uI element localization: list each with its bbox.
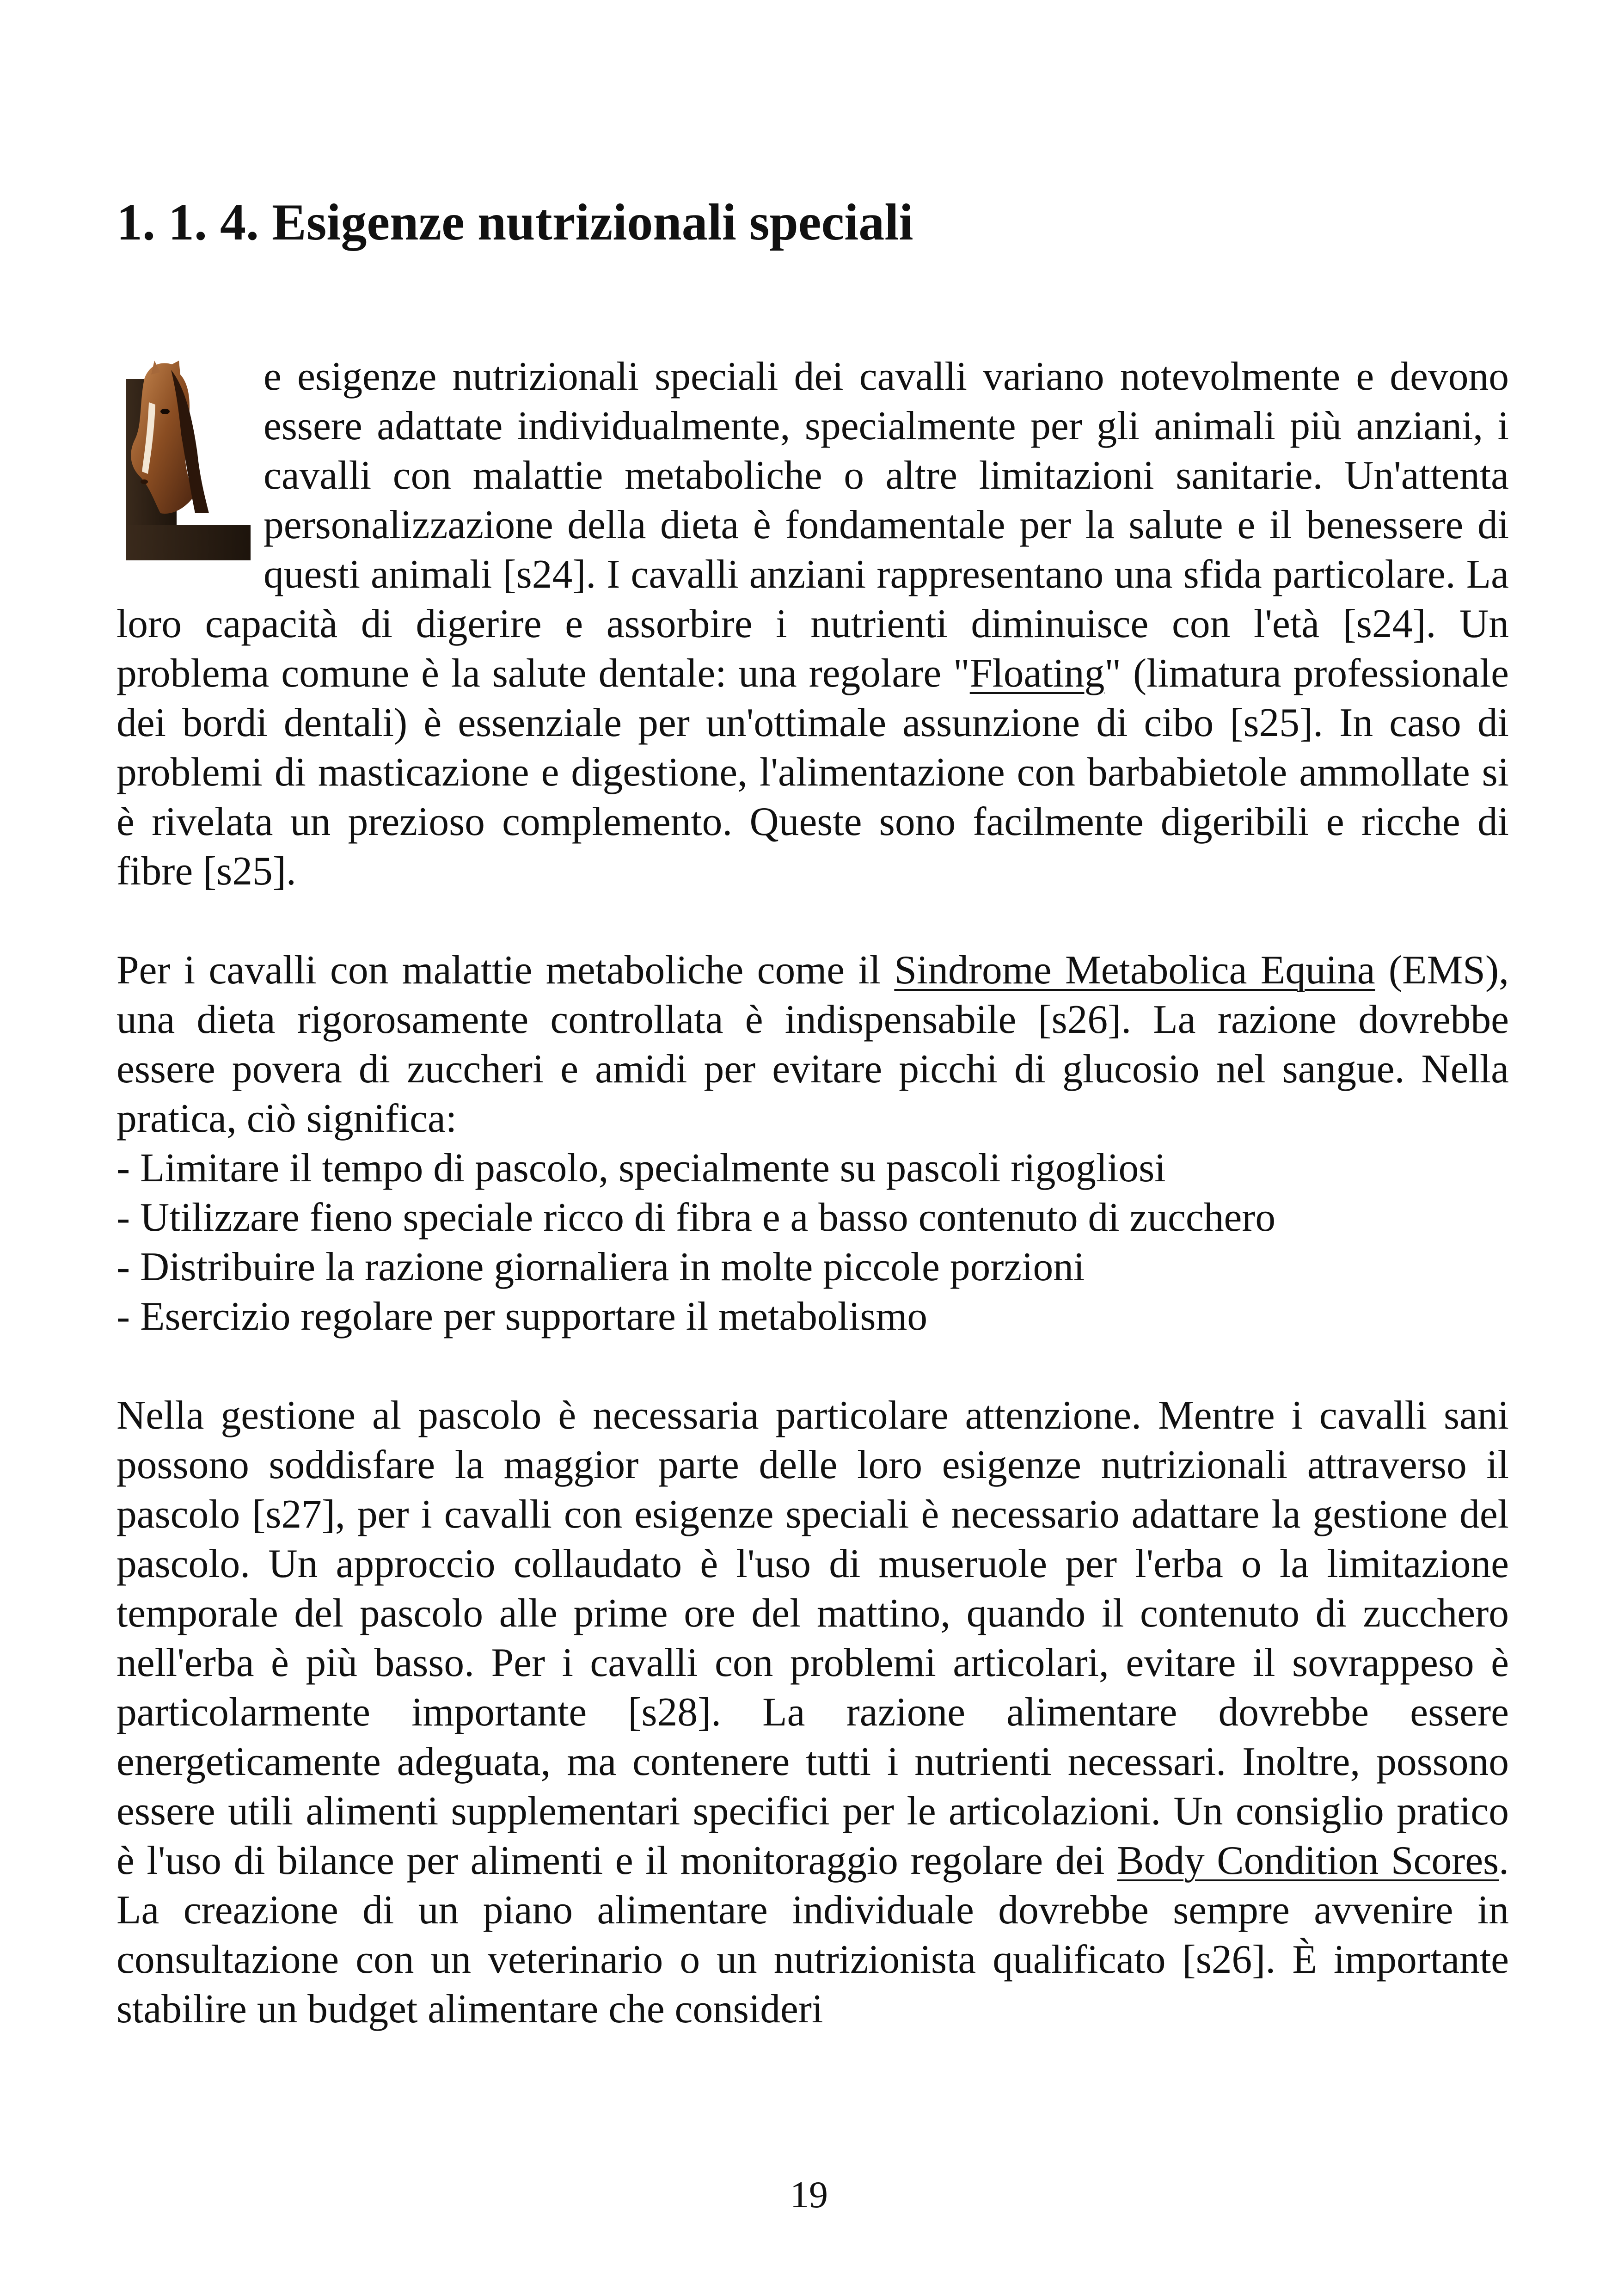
body-text (116, 351, 1509, 2033)
bullet-list (116, 1143, 1509, 1341)
link-floating[interactable]: Floating (969, 651, 1105, 695)
paragraph-intro-text-1: e esigenze nutrizionali speciali dei cavalli variano notevolmente e devono essere adattate individualmente, specialmente per gli animali più anziani, i cavalli con malattie metaboliche o altre limitazioni sanitarie. Un'attenta personalizzazione della dieta è fondamentale per la salute e il benessere di questi animali [s24]. I cavalli anziani rappresentano una sfida particolare. La loro capacità di digerire e assorbire i nutrienti diminuisce con l'età [s24]. Un problema comune è la salute dentale: una regolare " (116, 354, 1509, 695)
link-sindrome-metabolica-equina[interactable]: Sindrome Metabolica Equina (894, 947, 1375, 992)
list-item: - Utilizzare fieno speciale ricco di fibra e a basso contenuto di zucchero (116, 1195, 1276, 1240)
paragraph-pasture-text-2: . La creazione di un piano alimentare individuale dovrebbe sempre avvenire in consultazione con un veterinario o un nutrizionista qualificato [s26]. È importante stabilire un budget alimentare che consideri (116, 1838, 1509, 2031)
paragraph-pasture-text-1: Nella gestione al pascolo è necessaria particolare attenzione. Mentre i cavalli sani possono soddisfare la maggior parte delle loro esigenze nutrizionali attraverso il pascolo [s27], per i cavalli con esigenze speciali è necessario adattare la gestione del pascolo. Un approccio collaudato è l'uso di museruole per l'erba o la limitazione temporale del pascolo alle prime ore del mattino, quando il contenuto di zucchero nell'erba è più basso. Per i cavalli con problemi articolari, evitare il sovrappeso è particolarmente importante [s28]. La razione alimentare dovrebbe essere energeticamente adeguata, ma contenere tutti i nutrienti necessari. Inoltre, possono essere utili alimenti supplementari specifici per le articolazioni. Un consiglio pratico è l'uso di bilance per alimenti e il monitoraggio regolare dei (116, 1393, 1509, 1883)
paragraph-gap (116, 896, 1509, 945)
paragraph-intro-text-2: " (limatura professionale dei bordi dentali) è essenziale per un'ottimale assunzione di cibo [s25]. In caso di problemi di masticazione e digestione, l'alimentazione con barbabietole ammollate si è rivelata un prezioso complemento. Queste sono facilmente digeribili e ricche di fibre [s25]. (116, 651, 1509, 893)
paragraph-gap (116, 1341, 1509, 1390)
paragraph-ems-text-2: (EMS), una dieta rigorosamente controllata è indispensabile [s26]. La razione dovrebbe essere povera di zuccheri e amidi per evitare picchi di glucosio nel sangue. Nella pratica, ciò significa: (116, 947, 1509, 1141)
paragraph-pasture (116, 1390, 1509, 2033)
page-number: 19 (790, 2173, 828, 2216)
paragraph-ems-text-1: Per i cavalli con malattie metaboliche come il (116, 947, 895, 992)
horse-head-illustration-icon (116, 361, 251, 560)
paragraph-ems (116, 945, 1509, 1143)
paragraph-intro (116, 351, 1509, 896)
list-item: - Esercizio regolare per supportare il metabolismo (116, 1294, 928, 1338)
dropcap-letter-l (116, 361, 251, 560)
link-body-condition-scores[interactable]: Body Condition Scores (1117, 1838, 1499, 1883)
section-heading: 1. 1. 4. Esigenze nutrizionali speciali (116, 194, 913, 251)
list-item: - Distribuire la razione giornaliera in molte piccole porzioni (116, 1244, 1085, 1289)
list-item: - Limitare il tempo di pascolo, specialmente su pascoli rigogliosi (116, 1145, 1166, 1190)
